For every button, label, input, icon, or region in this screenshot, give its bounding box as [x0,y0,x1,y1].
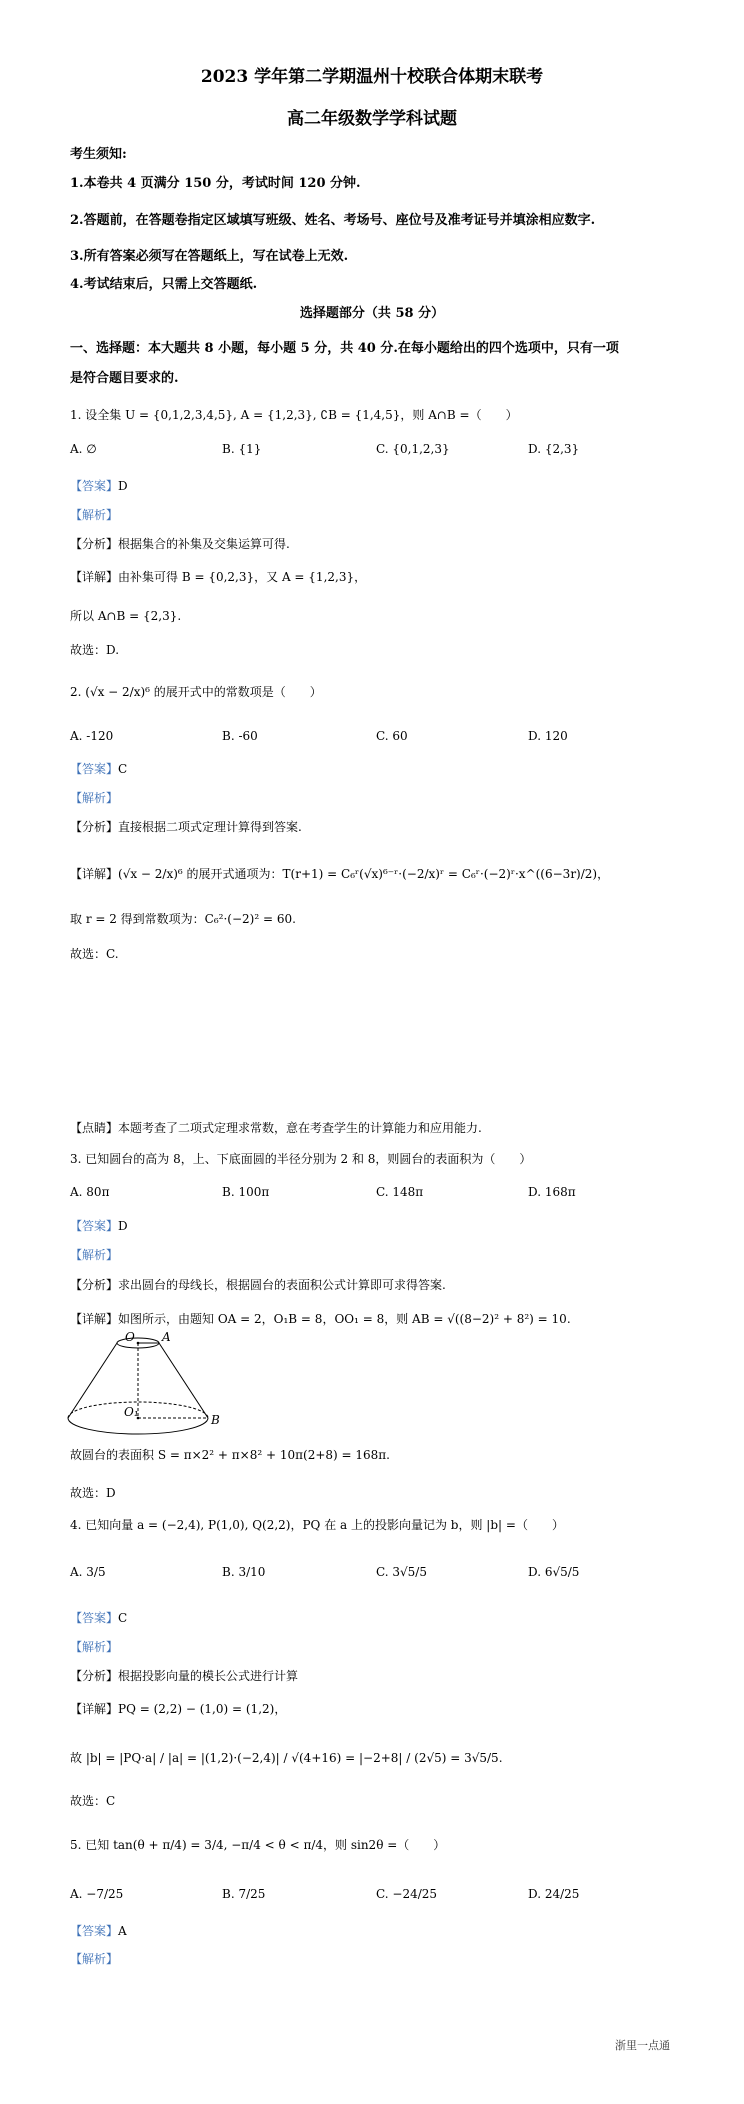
q3-answer: D [118,1219,128,1233]
q2-answer-row [70,760,127,777]
q3-fenxi: 求出圆台的母线长，根据圆台的表面积公式计算即可求得答案. [118,1278,446,1292]
footer-brand: 浙里一点通 [615,2039,670,2052]
q4-option-b: B. 3/10 [222,1565,266,1579]
q5-option-d: D. 24/25 [528,1887,580,1901]
q1-answer: D [118,479,128,493]
notice-item: 3.所有答案必须写在答题纸上，写在试卷上无效. [70,249,349,264]
detail-label: 【详解】 [70,1702,119,1716]
q4-option-c: C. 3√5/5 [376,1565,427,1579]
q1-line2: 所以 A∩B = {2,3}. [70,609,182,623]
notice-item: 1.本卷共 4 页满分 150 分，考试时间 120 分钟. [70,176,361,191]
q4-line2: 故 |b| = |PQ·a| / |a| = |(1,2)·(−2,4)| / √(4+16) = |−2+8| / (2√5) = 3√5/5. [70,1751,503,1765]
q2-fenxi: 直接根据二项式定理计算得到答案. [118,820,302,834]
q2-comment: 本题考查了二项式定理求常数，意在考查学生的计算能力和应用能力. [118,1121,482,1135]
q3-option-c: C. 148π [376,1185,424,1199]
question-4-stem: 4. 已知向量 a = (−2,4), P(1,0), Q(2,2)，PQ 在 a 上的投影向量记为 b，则 |b| =（ ） [70,1518,564,1532]
q1-fenxi: 根据集合的补集及交集运算可得. [118,537,290,551]
q4-option-a: A. 3/5 [70,1565,106,1579]
q5-answer-row [70,1922,127,1939]
q1-option-c: C. {0,1,2,3} [376,442,450,456]
q2-option-d: D. 120 [528,729,568,743]
q3-option-d: D. 168π [528,1185,576,1199]
fenxi-label: 【分析】 [70,1278,119,1292]
answer-label: 【答案】 [70,1219,119,1233]
fenxi-label: 【分析】 [70,1669,119,1683]
analysis-label: 【解析】 [70,1640,119,1654]
q2-line2: 取 r = 2 得到常数项为：C₆²·(−2)² = 60. [70,912,296,926]
q5-option-c: C. −24/25 [376,1887,438,1901]
detail-label: 【详解】 [70,867,119,881]
q1-option-d: D. {2,3} [528,442,580,456]
q4-detail-row [70,1700,286,1717]
q3-conclusion-row [70,1484,116,1501]
q3-option-b: B. 100π [222,1185,270,1199]
detail-label: 【详解】 [70,1312,119,1326]
exam-subtitle: 高二年级数学学科试题 [287,109,457,129]
q4-conclusion-row [70,1792,115,1809]
notice-item: 2.答题前，在答题卷指定区域填写班级、姓名、考场号、座位号及准考证号并填涂相应数字. [70,213,596,228]
section-intro: 一、选择题：本大题共 8 小题，每小题 5 分，共 40 分.在每小题给出的四个选项中，只有一项 [70,341,619,356]
q2-option-c: C. 60 [376,729,408,743]
comment-label: 【点睛】 [70,1121,119,1135]
analysis-label: 【解析】 [70,791,119,805]
q2-option-b: B. -60 [222,729,258,743]
q2-comment-row [70,1119,482,1136]
q1-answer-row [70,477,128,494]
fenxi-label: 【分析】 [70,537,119,551]
q1-fenxi-row [70,535,290,552]
q3-detail-row [70,1310,571,1327]
question-1-stem: 1. 设全集 U = {0,1,2,3,4,5}, A = {1,2,3}, ∁B = {1,4,5}，则 A∩B =（ ） [70,408,518,422]
q4-conclusion: C [106,1794,116,1808]
q5-option-b: B. 7/25 [222,1887,266,1901]
analysis-label: 【解析】 [70,1952,119,1966]
section-title: 选择题部分（共 58 分） [299,306,445,321]
notice-item: 4.考试结束后，只需上交答题纸. [70,277,258,292]
q4-fenxi: 根据投影向量的模长公式进行计算 [118,1669,299,1683]
fenxi-label: 【分析】 [70,820,119,834]
answer-label: 【答案】 [70,1611,119,1625]
analysis-label: 【解析】 [70,1248,119,1262]
q1-detail: 由补集可得 B = {0,2,3}，又 A = {1,2,3}， [118,570,367,584]
question-5-stem: 5. 已知 tan(θ + π/4) = 3/4, −π/4 < θ < π/4，则 sin2θ =（ ） [70,1838,446,1852]
exam-title: 2023 学年第二学期温州十校联合体期末联考 [200,67,544,87]
q1-conclusion-row [70,641,119,658]
q4-answer: C [118,1611,128,1625]
question-3-stem: 3. 已知圆台的高为 8，上、下底面圆的半径分别为 2 和 8，则圆台的表面积为（ ） [70,1152,532,1166]
fig-label-a: A [162,1332,171,1344]
q4-detail: PQ = (2,2) − (1,0) = (1,2)， [118,1702,287,1716]
q3-detail: 如图所示，由题知 OA = 2，O₁B = 8，OO₁ = 8，则 AB = √((8−2)² + 8²) = 10. [118,1312,571,1326]
fig-label-b: B [211,1413,220,1427]
q1-conclusion: D. [106,643,120,657]
answer-label: 【答案】 [70,1924,119,1938]
q2-detail-row [70,865,609,882]
guxuan-label: 故选： [70,1794,107,1808]
q3-answer-row [70,1217,128,1234]
q5-answer: A [118,1924,127,1938]
q3-line2: 故圆台的表面积 S = π×2² + π×8² + 10π(2+8) = 168π. [70,1448,390,1462]
fig-label-o: O [125,1332,135,1344]
section-intro: 是符合题目要求的. [70,371,179,386]
q3-option-a: A. 80π [70,1185,110,1199]
q1-option-a: A. ∅ [70,442,97,456]
q2-option-a: A. -120 [70,729,114,743]
detail-label: 【详解】 [70,570,119,584]
q4-option-d: D. 6√5/5 [528,1565,580,1579]
guxuan-label: 故选： [70,947,107,961]
fig-label-o1: O₁ [124,1405,139,1419]
q1-option-b: B. {1} [222,442,262,456]
q3-fenxi-row [70,1276,446,1293]
guxuan-label: 故选： [70,643,107,657]
q2-fenxi-row [70,818,302,835]
answer-label: 【答案】 [70,762,119,776]
question-2-stem: 2. (√x − 2/x)⁶ 的展开式中的常数项是（ ） [70,685,322,699]
q1-detail-row [70,568,366,585]
q2-conclusion: C. [106,947,119,961]
answer-label: 【答案】 [70,479,119,493]
q2-conclusion-row [70,945,119,962]
frustum-figure [60,1332,230,1436]
q4-fenxi-row [70,1667,298,1684]
q4-answer-row [70,1609,127,1626]
notice-heading: 考生须知: [70,147,127,162]
guxuan-label: 故选： [70,1486,107,1500]
q2-answer: C [118,762,128,776]
analysis-label: 【解析】 [70,508,119,522]
q2-detail: (√x − 2/x)⁶ 的展开式通项为：T(r+1) = C₆ʳ(√x)⁶⁻ʳ·(−2/x)ʳ = C₆ʳ·(−2)ʳ·x^((6−3r)/2)， [118,867,610,881]
q5-option-a: A. −7/25 [70,1887,124,1901]
q3-conclusion: D [106,1486,116,1500]
